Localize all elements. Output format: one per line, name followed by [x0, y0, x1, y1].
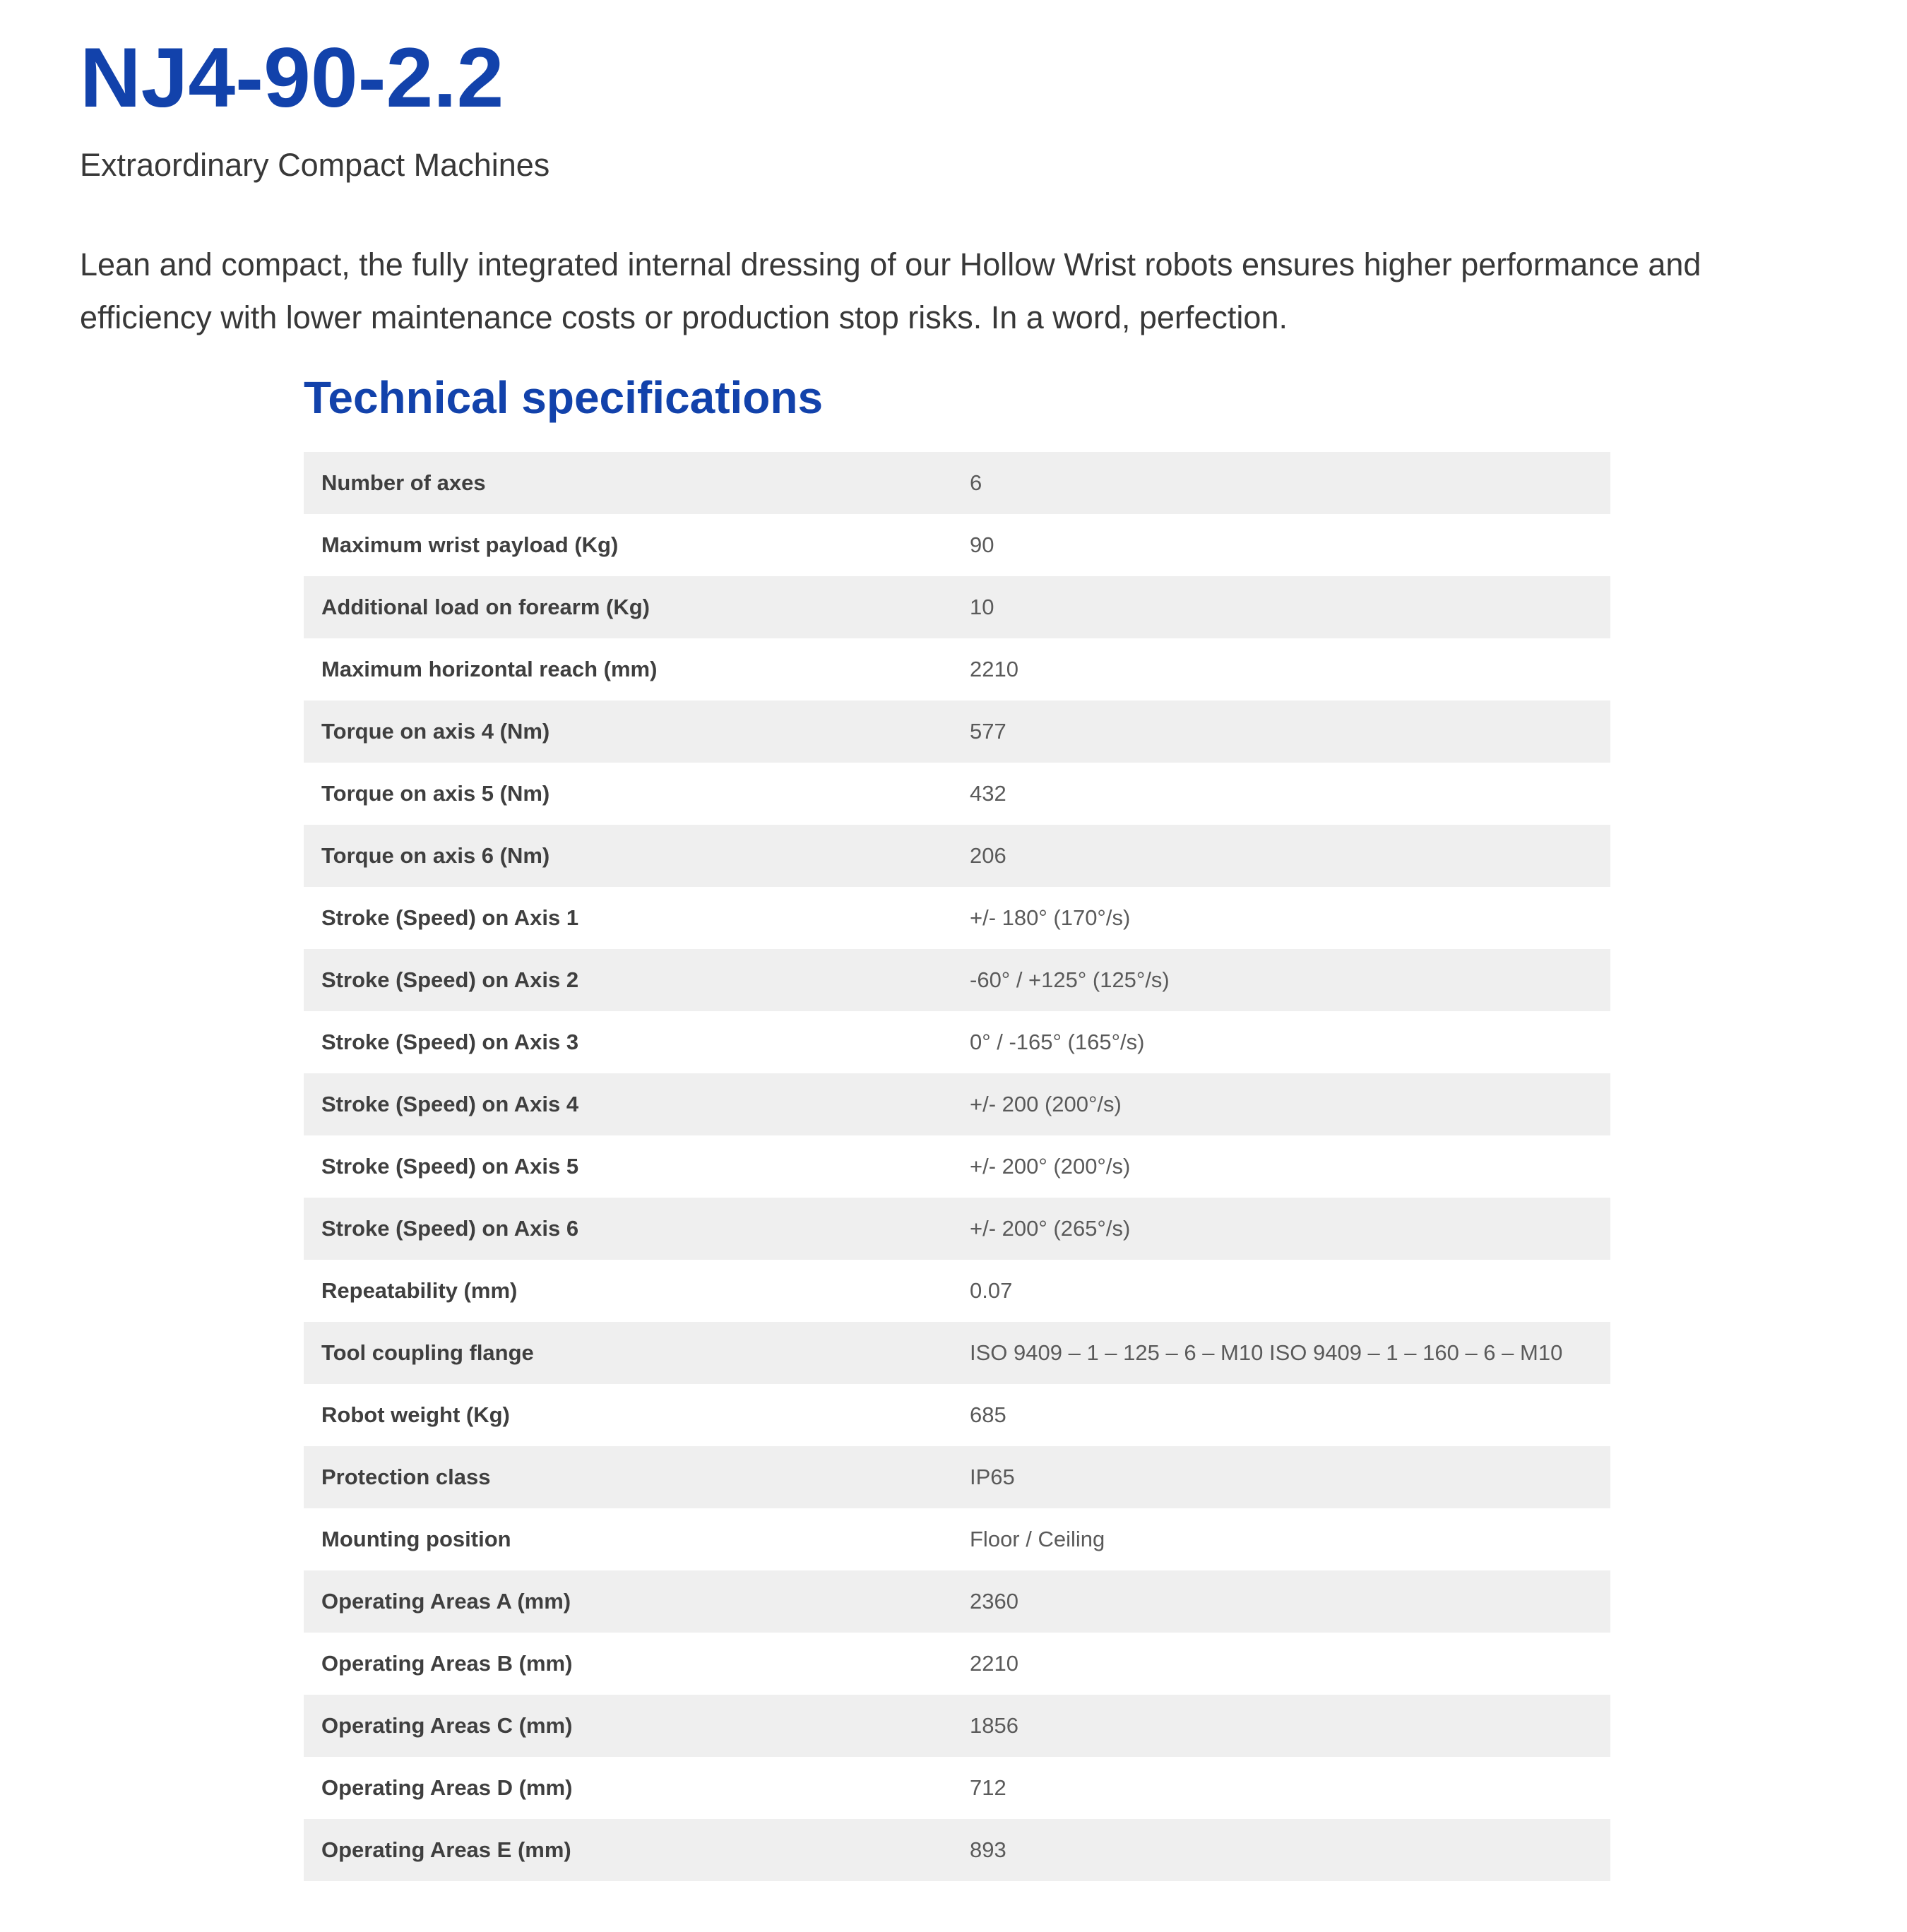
spec-label: Operating Areas C (mm) [321, 1713, 573, 1738]
spec-value: -60° / +125° (125°/s) [970, 967, 1170, 992]
spec-label: Tool coupling flange [321, 1340, 534, 1365]
spec-value: +/- 200 (200°/s) [970, 1092, 1122, 1116]
spec-value: 893 [970, 1837, 1006, 1862]
spec-label: Repeatability (mm) [321, 1278, 518, 1303]
spec-label: Torque on axis 5 (Nm) [321, 781, 550, 806]
page-title: NJ4-90-2.2 [80, 30, 504, 125]
table-row [304, 1073, 1610, 1135]
spec-label: Number of axes [321, 470, 486, 495]
spec-label: Torque on axis 4 (Nm) [321, 719, 550, 744]
spec-label: Operating Areas D (mm) [321, 1775, 573, 1800]
spec-value: 432 [970, 781, 1006, 806]
spec-label: Torque on axis 6 (Nm) [321, 843, 550, 868]
spec-value: 10 [970, 595, 994, 619]
spec-value: 1856 [970, 1713, 1018, 1738]
spec-value: +/- 200° (200°/s) [970, 1154, 1131, 1179]
page-subtitle: Extraordinary Compact Machines [80, 147, 550, 183]
table-row [304, 1695, 1610, 1757]
spec-label: Stroke (Speed) on Axis 1 [321, 905, 579, 930]
spec-value: 6 [970, 470, 982, 495]
table-row [304, 1384, 1610, 1446]
spec-label: Protection class [321, 1465, 491, 1489]
spec-label: Stroke (Speed) on Axis 5 [321, 1154, 579, 1179]
table-row [304, 949, 1610, 1011]
table-row [304, 763, 1610, 825]
spec-value: 0° / -165° (165°/s) [970, 1030, 1145, 1054]
spec-value: 2210 [970, 1651, 1018, 1676]
spec-value: 577 [970, 719, 1006, 744]
spec-value: 712 [970, 1775, 1006, 1800]
table-row [304, 1757, 1610, 1819]
table-row [304, 1260, 1610, 1322]
spec-label: Operating Areas B (mm) [321, 1651, 573, 1676]
spec-label: Operating Areas E (mm) [321, 1837, 571, 1862]
spec-label: Robot weight (Kg) [321, 1402, 510, 1427]
table-row [304, 1508, 1610, 1570]
spec-value: 206 [970, 843, 1006, 868]
spec-label: Operating Areas A (mm) [321, 1589, 571, 1614]
spec-label: Additional load on forearm (Kg) [321, 595, 650, 619]
table-row [304, 1633, 1610, 1695]
table-row [304, 1570, 1610, 1633]
spec-label: Mounting position [321, 1527, 511, 1551]
spec-label: Stroke (Speed) on Axis 6 [321, 1216, 579, 1241]
spec-value: +/- 200° (265°/s) [970, 1216, 1131, 1241]
table-row [304, 638, 1610, 700]
table-row [304, 1135, 1610, 1198]
spec-label: Maximum horizontal reach (mm) [321, 657, 658, 681]
table-row [304, 1819, 1610, 1881]
table-row [304, 1198, 1610, 1260]
spec-value: 2360 [970, 1589, 1018, 1614]
spec-table [304, 452, 1610, 1881]
spec-value: IP65 [970, 1465, 1015, 1489]
spec-value: 685 [970, 1402, 1006, 1427]
table-row [304, 452, 1610, 514]
spec-value: +/- 180° (170°/s) [970, 905, 1131, 930]
spec-label: Stroke (Speed) on Axis 4 [321, 1092, 579, 1116]
table-row [304, 700, 1610, 763]
spec-value: Floor / Ceiling [970, 1527, 1105, 1551]
spec-label: Stroke (Speed) on Axis 3 [321, 1030, 579, 1054]
table-row [304, 1322, 1610, 1384]
spec-value: 90 [970, 532, 994, 557]
table-row [304, 1011, 1610, 1073]
table-row [304, 825, 1610, 887]
spec-label: Stroke (Speed) on Axis 2 [321, 967, 579, 992]
spec-label: Maximum wrist payload (Kg) [321, 532, 619, 557]
table-row [304, 576, 1610, 638]
technical-specifications-section [304, 371, 1907, 1881]
table-row [304, 1446, 1610, 1508]
spec-value: 0.07 [970, 1278, 1013, 1303]
section-heading: Technical specifications [304, 372, 824, 423]
table-row [304, 887, 1610, 949]
page-description: Lean and compact, the fully integrated internal dressing of our Hollow Wrist robots ensures higher performance and efficiency with lower maintenance costs or production stop risks. In a word, perfection. [80, 246, 1701, 335]
spec-value: 2210 [970, 657, 1018, 681]
spec-value: ISO 9409 – 1 – 125 – 6 – M10 ISO 9409 – 1 – 160 – 6 – M10 [970, 1340, 1563, 1365]
table-row [304, 514, 1610, 576]
